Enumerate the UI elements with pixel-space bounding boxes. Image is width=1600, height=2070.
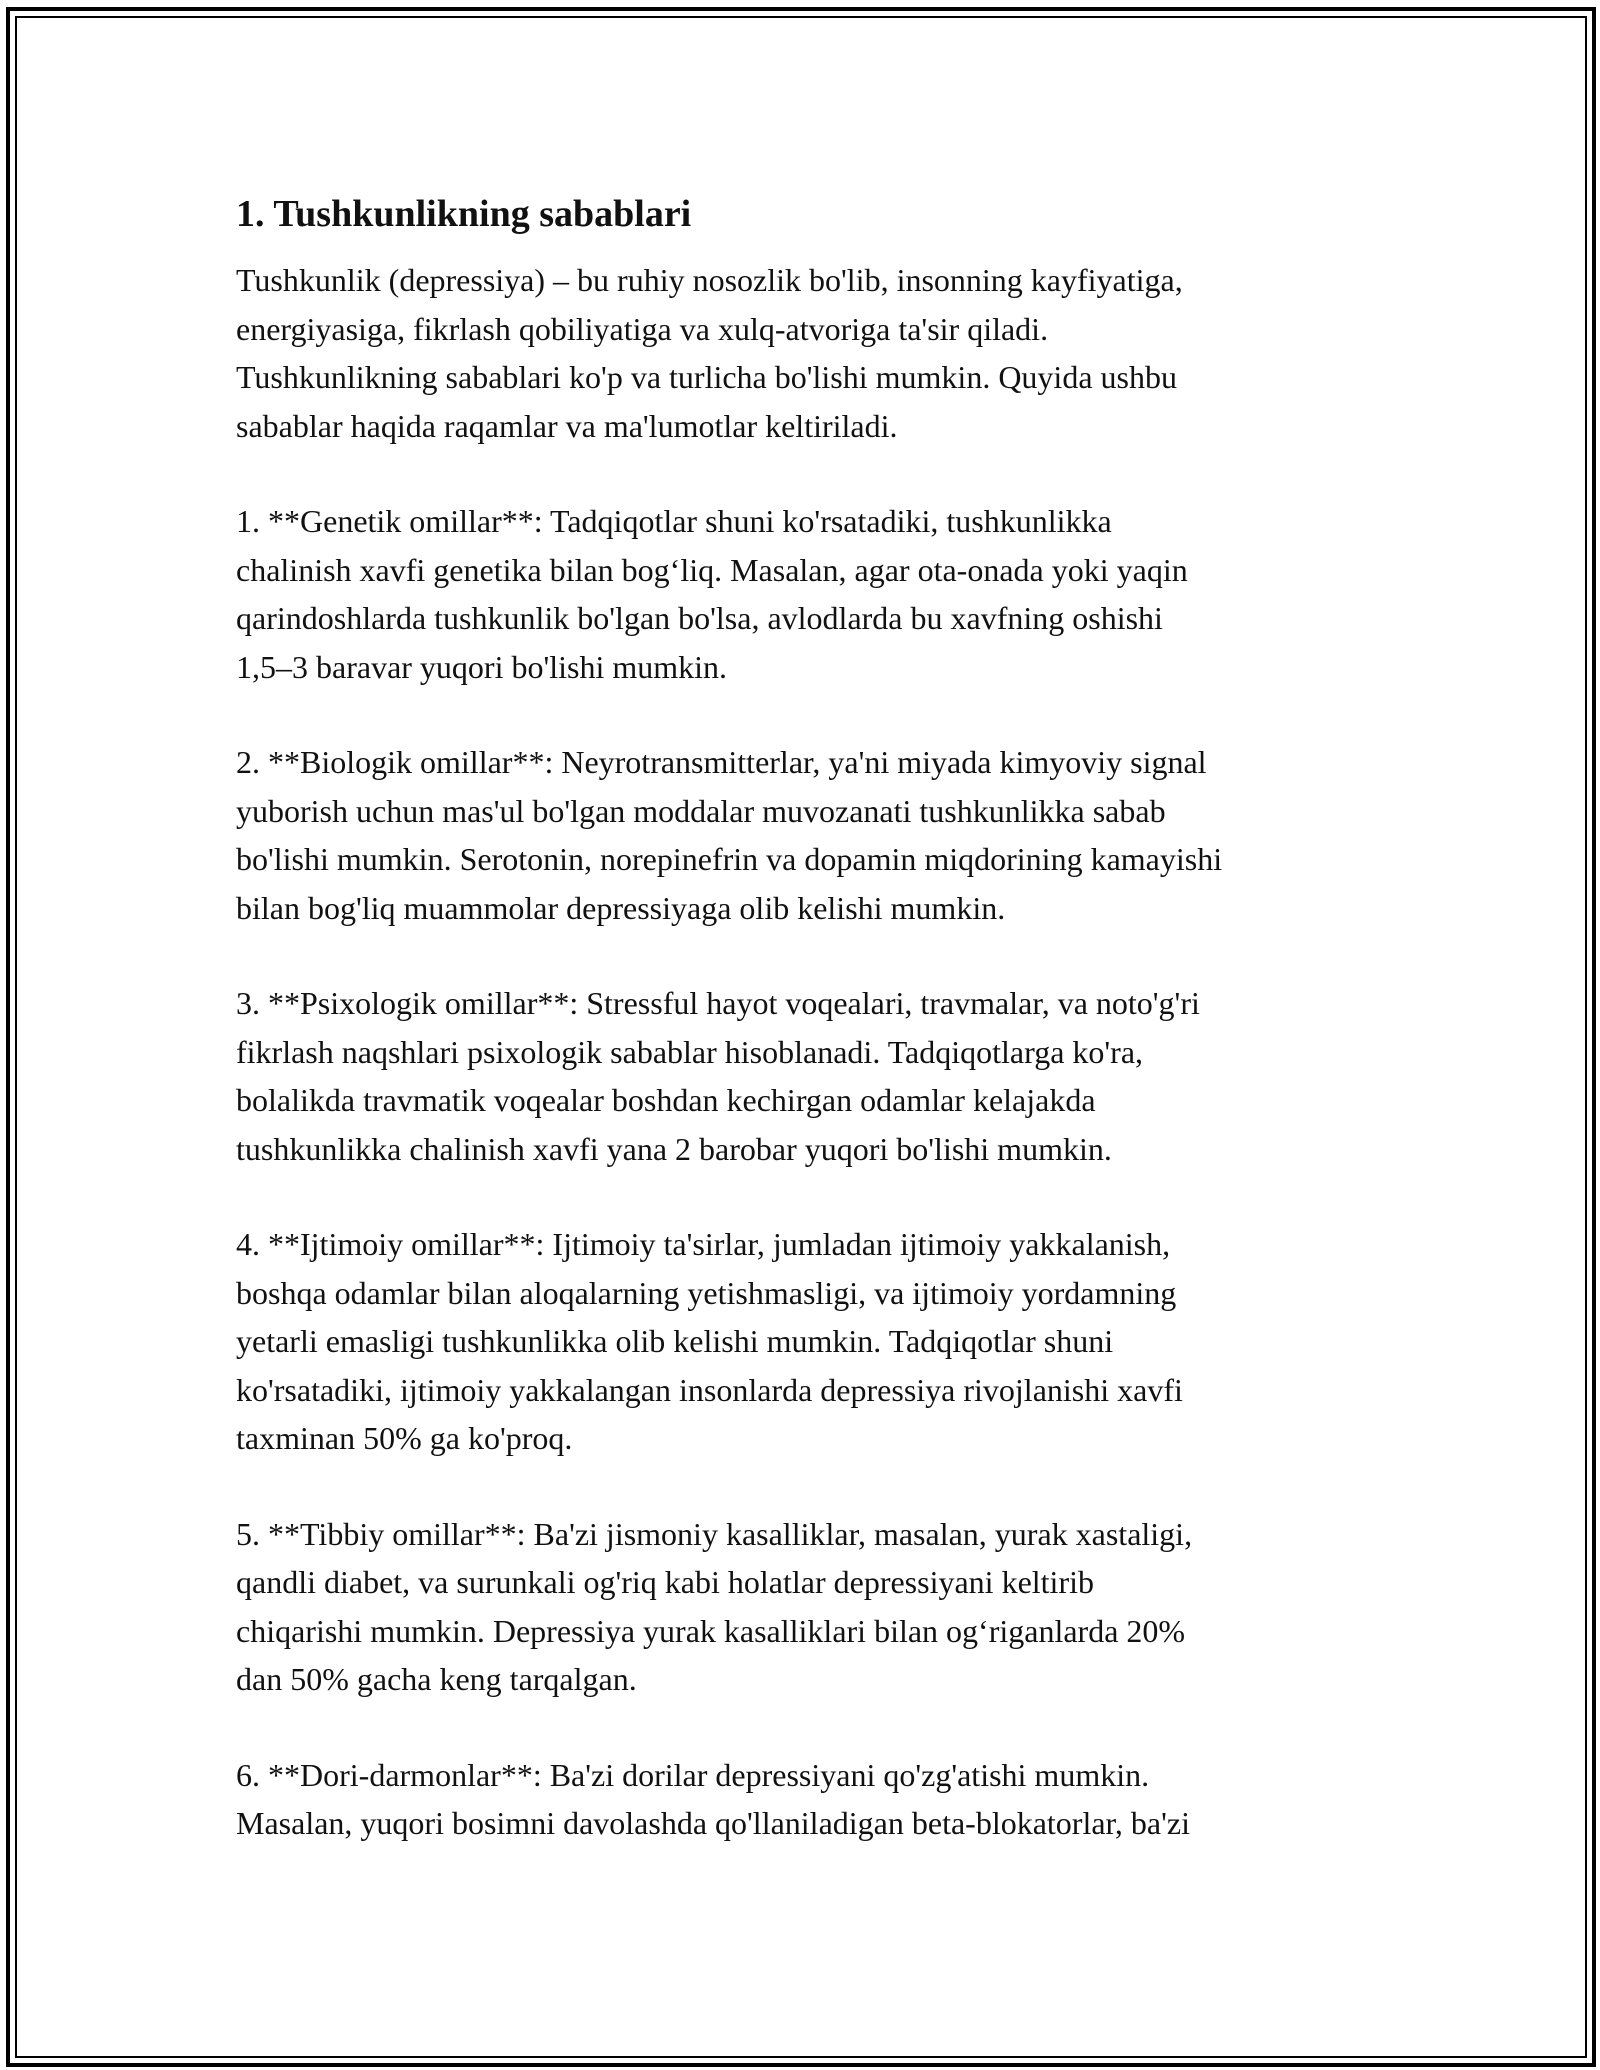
- document-body: [236, 186, 1376, 1848]
- item-line: dan 50% gacha keng tarqalgan.: [236, 1661, 637, 1697]
- item-line: boshqa odamlar bilan aloqalarning yetishmasligi, va ijtimoiy yordamning: [236, 1274, 1177, 1311]
- item-line: qarindoshlarda tushkunlik bo'lgan bo'lsa, avlodlarda bu xavfning oshishi: [236, 600, 1163, 636]
- list-item-biological: [236, 738, 1376, 932]
- item-line: Masalan, yuqori bosimni davolashda qo'llaniladigan beta-blokatorlar, ba'zi: [236, 1805, 1190, 1841]
- item-line: 3. **Psixologik omillar**: Stressful hayot voqealari, travmalar, va noto'g'ri: [236, 985, 1200, 1021]
- item-line: fikrlash naqshlari psixologik sabablar hisoblanadi. Tadqiqotlarga ko'ra,: [236, 1033, 1144, 1070]
- item-line: bolalikda travmatik voqealar boshdan kechirgan odamlar kelajakda: [236, 1082, 1096, 1118]
- item-line: taxminan 50% ga ko'proq.: [236, 1420, 573, 1456]
- item-line: qandli diabet, va surunkali og'riq kabi holatlar depressiyani keltirib: [236, 1564, 1094, 1600]
- intro-line: energiyasiga, fikrlash qobiliyatiga va xulq-atvoriga ta'sir qiladi.: [236, 310, 1049, 347]
- item-line: chiqarishi mumkin. Depressiya yurak kasalliklari bilan og‘riganlarda 20%: [236, 1612, 1186, 1649]
- list-item-medications: [236, 1751, 1376, 1848]
- item-line: bo'lishi mumkin. Serotonin, norepinefrin va dopamin miqdorining kamayishi: [236, 841, 1223, 877]
- intro-paragraph: [236, 256, 1376, 450]
- list-item-social: [236, 1220, 1376, 1463]
- item-line: 5. **Tibbiy omillar**: Ba'zi jismoniy kasalliklar, masalan, yurak xastaligi,: [236, 1515, 1193, 1552]
- item-line: yetarli emasligi tushkunlikka olib kelishi mumkin. Tadqiqotlar shuni: [236, 1323, 1114, 1359]
- item-line: 6. **Dori-darmonlar**: Ba'zi dorilar depressiyani qo'zg'atishi mumkin.: [236, 1756, 1150, 1793]
- item-line: chalinish xavfi genetika bilan bog‘liq. Masalan, agar ota-onada yoki yaqin: [236, 551, 1188, 588]
- item-line: 2. **Biologik omillar**: Neyrotransmitterlar, ya'ni miyada kimyoviy signal: [236, 744, 1207, 780]
- list-item-medical: [236, 1510, 1376, 1704]
- item-line: 1,5–3 baravar yuqori bo'lishi mumkin.: [236, 648, 728, 685]
- item-line: yuborish uchun mas'ul bo'lgan moddalar muvozanati tushkunlikka sabab: [236, 792, 1166, 829]
- intro-line: Tushkunlikning sabablari ko'p va turlicha bo'lishi mumkin. Quyida ushbu: [236, 359, 1177, 395]
- intro-line: sabablar haqida raqamlar va ma'lumotlar keltiriladi.: [236, 407, 898, 444]
- item-line: ko'rsatadiki, ijtimoiy yakkalangan insonlarda depressiya rivojlanishi xavfi: [236, 1371, 1183, 1408]
- section-heading: 1. Tushkunlikning sabablari: [236, 193, 692, 235]
- list-item-genetic: [236, 497, 1376, 691]
- item-line: bilan bog'liq muammolar depressiyaga olib kelishi mumkin.: [236, 889, 1006, 926]
- item-line: 4. **Ijtimoiy omillar**: Ijtimoiy ta'sirlar, jumladan ijtimoiy yakkalanish,: [236, 1226, 1171, 1262]
- item-line: tushkunlikka chalinish xavfi yana 2 barobar yuqori bo'lishi mumkin.: [236, 1130, 1112, 1167]
- intro-line: Tushkunlik (depressiya) – bu ruhiy nosozlik bo'lib, insonning kayfiyatiga,: [236, 262, 1183, 298]
- list-item-psychological: [236, 979, 1376, 1173]
- item-line: 1. **Genetik omillar**: Tadqiqotlar shuni ko'rsatadiki, tushkunlikka: [236, 503, 1112, 539]
